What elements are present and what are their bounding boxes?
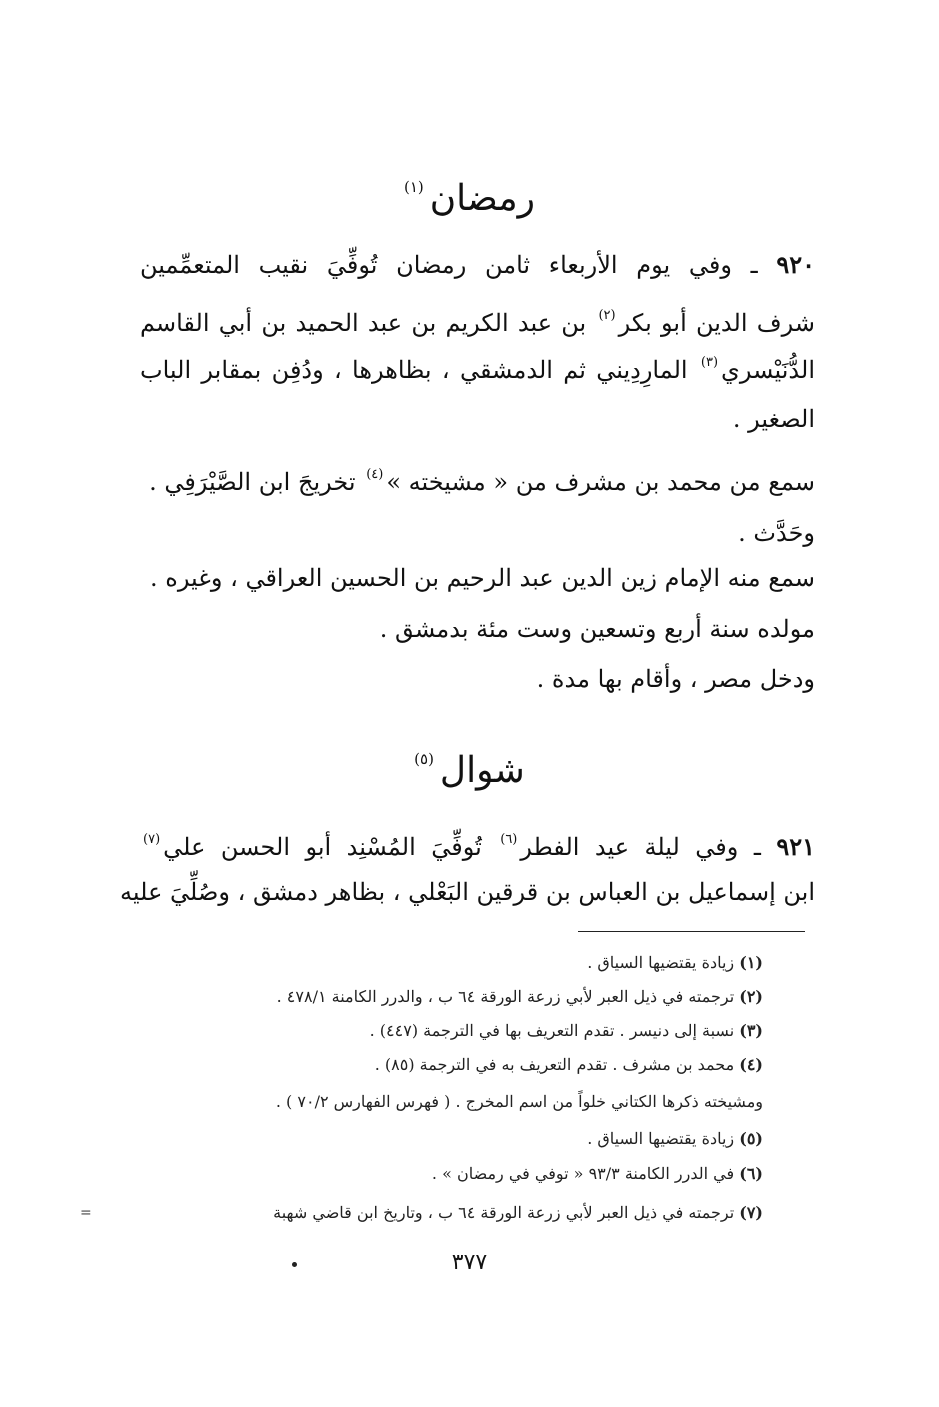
text-line — [140, 356, 815, 382]
text-line — [140, 833, 815, 859]
line-text: وحَدَّث . — [738, 519, 815, 547]
line-text-after: بن عبد الكريم بن عبد الحميد بن أبي القاسم — [140, 309, 587, 337]
footnote-text: ترجمته في ذيل العبر لأبي زرعة الورقة ٦٤ ب ، والدرر الكامنة ٤٧٨/١ . — [276, 987, 735, 1006]
footnote-number: (٣) — [739, 1021, 763, 1040]
footnote-separator — [578, 931, 805, 932]
heading-text: شوال — [439, 750, 525, 791]
print-speck — [292, 1262, 297, 1267]
heading-text: رمضان — [429, 178, 536, 219]
text-line — [140, 309, 815, 335]
footnote-text: في الدرر الكامنة ٩٣/٣ « توفي في رمضان » . — [431, 1164, 735, 1183]
entry-number: ٩٢١ — [776, 832, 815, 861]
line-text: سمع من محمد بن مشرف من « مشيخته » — [386, 468, 815, 496]
footnote-mark: (٤) — [366, 467, 384, 482]
footnote — [100, 989, 763, 1005]
line-text: ودخل مصر ، وأقام بها مدة . — [536, 665, 815, 693]
footnote — [100, 1094, 763, 1110]
section-heading-ramadan — [0, 180, 939, 217]
text-line — [120, 878, 815, 906]
line-text-after: تخريجَ ابن الصَّيْرَفِي . — [149, 468, 356, 496]
entry-number: ٩٢٠ — [776, 250, 815, 279]
line-text: ابن إسماعيل بن العباس بن قرقين البَعْلي ، بظاهر دمشق ، وصُلِّيَ عليه — [120, 878, 815, 906]
line-text: ـ وفي ليلة عيد الفطر — [520, 833, 761, 861]
line-text: شرف الدين أبو بكر — [618, 309, 815, 337]
heading-footnote-mark: (٥) — [414, 750, 434, 768]
text-line — [140, 566, 815, 590]
line-text-after: المارِدِيني ثم الدمشقي ، بظاهرها ، ودُفِن بمقابر الباب — [140, 356, 688, 384]
text-line — [140, 521, 815, 545]
line-text: ـ وفي يوم الأربعاء ثامن رمضان تُوفِّيَ نقيب المتعمِّمين — [140, 251, 758, 279]
footnote — [100, 955, 763, 971]
line-text: مولده سنة أربع وتسعين وست مئة بدمشق . — [379, 615, 815, 643]
footnote-text: زيادة يقتضيها السياق . — [587, 953, 735, 972]
line-text: الصغير . — [732, 405, 815, 433]
page-number: ٣٧٧ — [451, 1250, 488, 1275]
footnote — [100, 1131, 763, 1147]
line-text: سمع منه الإمام زين الدين عبد الرحيم بن الحسين العراقي ، وغيره . — [149, 564, 815, 592]
footnote-mark: (٢) — [598, 308, 616, 323]
footnote-number: (٤) — [739, 1055, 763, 1074]
footnote-mark: (٧) — [143, 832, 161, 847]
footnote — [100, 1166, 763, 1182]
footnote-number: (٥) — [739, 1129, 763, 1148]
footnote-text: ومشيخته ذكرها الكتاني خلواً من اسم المخرج . ( فهرس الفهارس ٧٠/٢ ) . — [275, 1092, 763, 1111]
footnote-text: محمد بن مشرف . تقدم التعريف به في الترجمة (٨٥) . — [374, 1055, 735, 1074]
footnote — [100, 1023, 763, 1039]
section-heading-shawwal — [0, 752, 939, 789]
footnote-mark: (٣) — [700, 355, 719, 370]
text-line — [140, 617, 815, 641]
footnote-text: نسبة إلى دنيسر . تقدم التعريف بها في الترجمة (٤٤٧) . — [369, 1021, 735, 1040]
footnote-text: ترجمته في ذيل العبر لأبي زرعة الورقة ٦٤ ب ، وتاريخ ابن قاضي شهبة — [273, 1203, 735, 1222]
footnote-number: (٦) — [739, 1164, 763, 1183]
text-line — [140, 407, 815, 431]
line-text: الدُّنَيْسري — [721, 356, 815, 384]
footnote — [100, 1205, 763, 1221]
text-line — [140, 468, 815, 494]
text-line — [140, 667, 815, 691]
footnote-number: (٢) — [739, 987, 763, 1006]
line-text-after: تُوفِّيَ المُسْنِد أبو الحسن علي — [163, 833, 482, 861]
footnote-number: (٧) — [739, 1203, 763, 1222]
footnote — [100, 1057, 763, 1073]
footnote-number: (١) — [739, 953, 763, 972]
heading-footnote-mark: (١) — [403, 178, 424, 196]
footnote-mark: (٦) — [500, 832, 518, 847]
text-line — [140, 250, 815, 279]
footnote-continuation-mark: = — [80, 1205, 92, 1221]
footnote-text: زيادة يقتضيها السياق . — [587, 1129, 735, 1148]
